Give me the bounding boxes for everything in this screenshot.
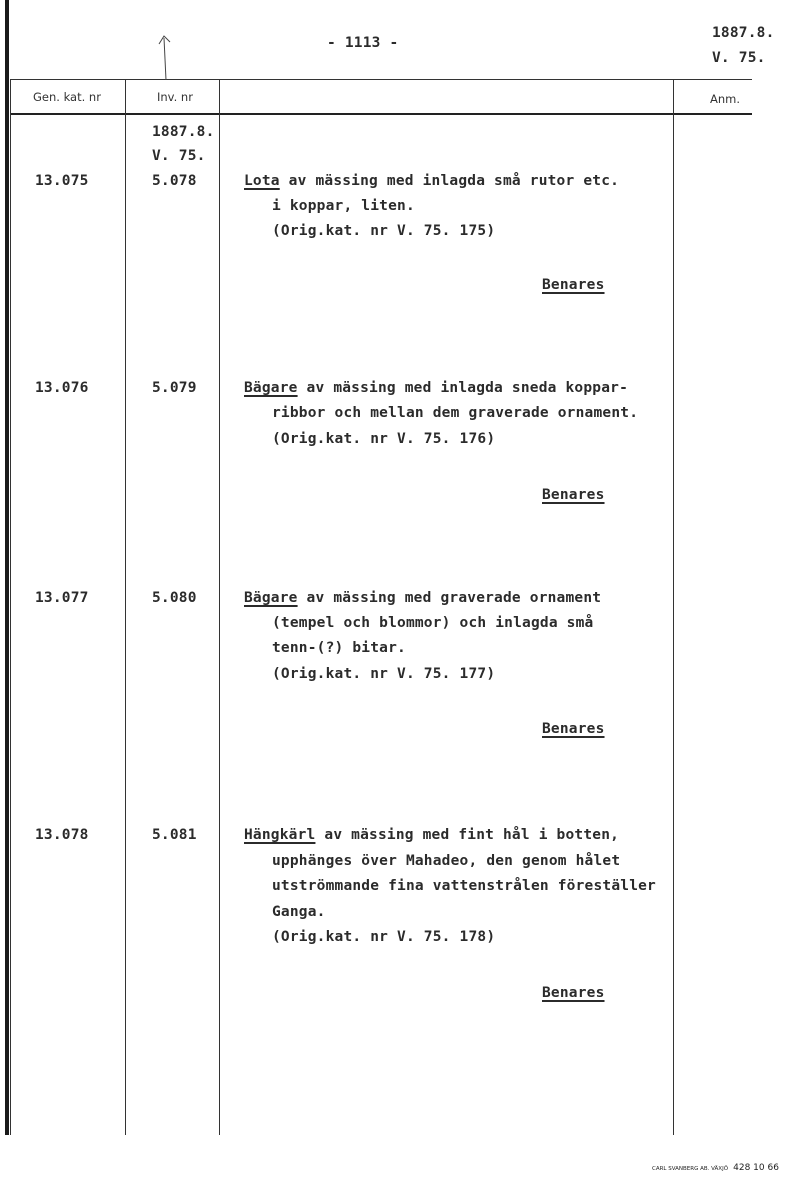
inv-prefix-year: 1887.8. [152,124,215,140]
inv-nr: 5.079 [152,380,197,396]
place-label: Benares [542,487,605,503]
place-label: Benares [542,721,605,737]
handwritten-arrow-icon [155,32,177,82]
orig-kat-ref: (Orig.kat. nr V. 75. 177) [272,666,496,682]
description-line: Ganga. [272,904,326,920]
orig-kat-ref: (Orig.kat. nr V. 75. 178) [272,929,496,945]
column-line-3 [673,80,674,1135]
header-bottom-rule [10,113,752,115]
inv-nr: 5.080 [152,590,197,606]
description-line: Bägare av mässing med inlagda sneda koppar- [244,380,628,396]
gen-kat-nr: 13.076 [35,380,89,396]
description-line: utströmmande fina vattenstrålen föreställer [272,878,656,894]
item-title: Hängkärl [244,827,316,843]
header-top-rule [10,79,752,80]
gen-kat-nr: 13.078 [35,827,89,843]
description-line: upphänges över Mahadeo, den genom hålet [272,853,621,869]
column-line-1 [125,80,126,1135]
item-title: Bägare [244,590,298,606]
description-line: i koppar, liten. [272,198,415,214]
column-line-2 [219,80,220,1135]
description-line: tenn-(?) bitar. [272,640,406,656]
orig-kat-ref: (Orig.kat. nr V. 75. 175) [272,223,496,239]
place-label: Benares [542,277,605,293]
header-anm: Anm. [710,92,741,106]
column-line-left [10,80,11,1135]
description-line: Hängkärl av mässing med fint hål i botten, [244,827,620,843]
place-label: Benares [542,985,605,1001]
description-line: Bägare av mässing med graverade ornament [244,590,602,606]
gen-kat-nr: 13.077 [35,590,89,606]
header-gen-kat-nr: Gen. kat. nr [33,90,101,104]
orig-kat-ref: (Orig.kat. nr V. 75. 176) [272,431,496,447]
gen-kat-nr: 13.075 [35,173,89,189]
item-title: Lota [244,173,280,189]
description-line: ribbor och mellan dem graverade ornament. [272,405,639,421]
ref-year: 1887.8. [712,25,775,41]
description-line: (tempel och blommor) och inlagda små [272,615,594,631]
left-margin-bar [5,0,9,1135]
inv-nr: 5.078 [152,173,197,189]
printer-name: CARL SVANBERG AB. VÄXJÖ [652,1166,729,1172]
ref-volume: V. 75. [712,50,766,66]
printer-imprint [652,1155,779,1174]
item-title: Bägare [244,380,298,396]
header-inv-nr: Inv. nr [157,90,193,104]
description-line: Lota av mässing med inlagda små rutor etc. [244,173,620,189]
inv-prefix-volume: V. 75. [152,148,206,164]
page-number: - 1113 - [327,35,399,51]
inv-nr: 5.081 [152,827,197,843]
form-code: 428 10 66 [733,1163,779,1173]
